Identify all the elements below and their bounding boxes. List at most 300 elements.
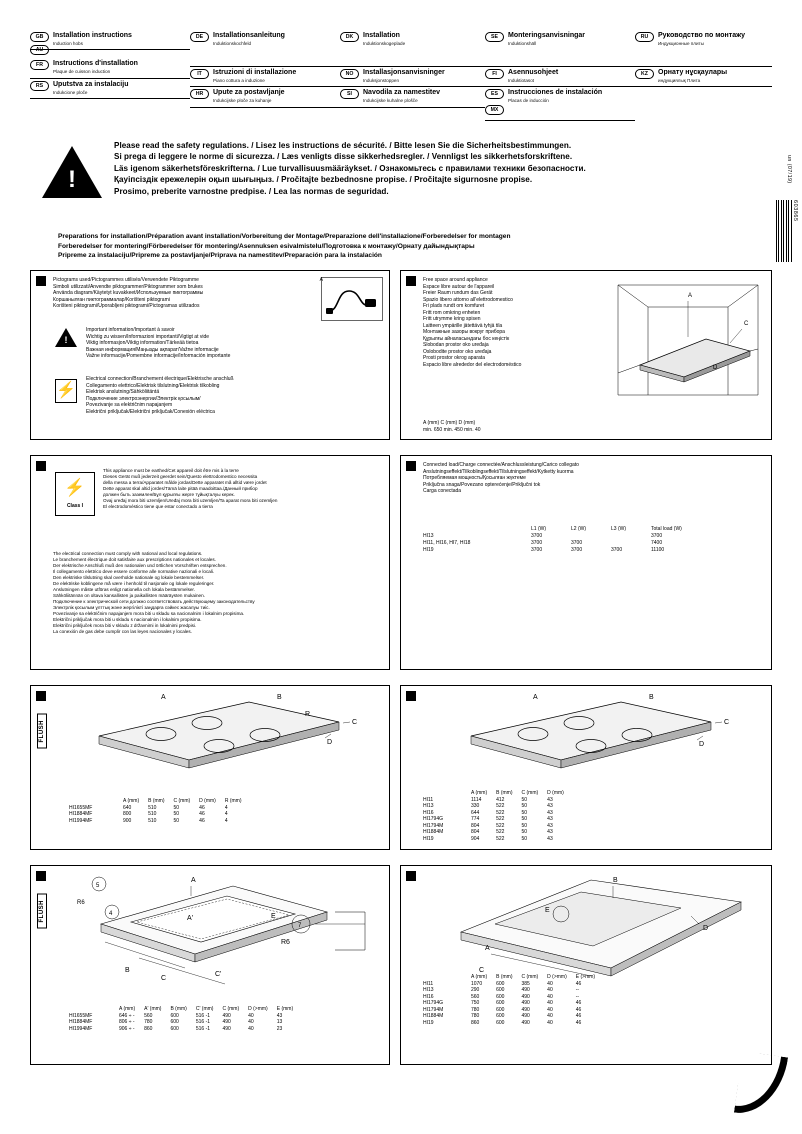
cell: 510 xyxy=(148,804,157,811)
column-header: B (mm) xyxy=(496,974,513,980)
text-line: De elektriske koblingene må være i henhold til nasjonale og lokale reguleringer. xyxy=(53,580,215,586)
cell: 600 xyxy=(170,1025,179,1032)
cell: 522 xyxy=(496,803,505,809)
panel-marker xyxy=(406,691,416,701)
svg-text:7: 7 xyxy=(298,923,302,929)
column-header: Total load (W) xyxy=(651,526,682,532)
warning-line: Si prega di leggere le norme di sicurezza. / Læs venligts disse sikkerhedsregler. / Vennligst les sikkerhetsforskriftene. xyxy=(114,152,573,162)
cell: 46 xyxy=(575,1019,582,1026)
text-line: Den elektriske tilslutning skal overholde nationale og lokale bestemmelser. xyxy=(53,574,205,580)
column-header: A' (mm) xyxy=(144,1006,162,1012)
cell: 600 xyxy=(496,1013,505,1019)
text-line: The electrical connection must comply with national and local regulations. xyxy=(53,551,203,556)
svg-text:A': A' xyxy=(187,915,194,922)
panel-marker xyxy=(36,276,46,286)
cell: 4 xyxy=(224,817,228,824)
language-code: RU xyxy=(635,32,654,42)
text-line: della messa a terra/Apparatet målde jordas/Dette apparatet må alltid være jordet xyxy=(103,479,267,485)
cell: 50 xyxy=(521,809,528,816)
language-subtitle: Induktionshäll xyxy=(508,40,537,46)
preparations-line: Forberedelser for montering/Förberedelser för montering/Asennuksen esivalmistelu/Подготовка к монтажу/Орнату дайындықтары xyxy=(58,242,475,250)
free-space-diagram xyxy=(610,277,765,412)
text-line: Connected load/Charge connectée/Anschlussleistung/Carico collegato xyxy=(423,462,579,468)
svg-text:B: B xyxy=(277,694,282,701)
cell: HI19 xyxy=(423,835,434,842)
cell: 46 xyxy=(575,1000,582,1006)
cell: HI11 xyxy=(423,796,434,803)
column-header: B (mm) xyxy=(148,798,165,804)
text-line: должен быть заземлен/Бұл құрылғы жерге тұйықталуы керек. xyxy=(103,491,235,497)
text-line: Коршанылған пиктограммалар/Korišteni piktogrami xyxy=(53,296,170,303)
class-label: Class I xyxy=(66,503,84,509)
cell: 50 xyxy=(521,829,528,835)
text-line: Korišteni piktogrami/Uporabljeni piktogrami/Pictogramas utilizados xyxy=(53,303,200,309)
text-line: Құрылғы айналасындағы бос кеңістік xyxy=(423,335,510,342)
language-title: Navodila za namestitev xyxy=(363,89,441,97)
text-line: Dette apparat skal altid jordes/Tämä laite pitää maadoittaa./Данный прибор xyxy=(103,485,258,491)
text-line: Priključna snaga/Povezano opterećenje/Priključni tok xyxy=(423,481,541,488)
language-column-1 xyxy=(30,30,190,121)
column-header: E (>mm) xyxy=(575,974,596,980)
cell: -- xyxy=(575,993,580,1000)
text-line: Simboli utilizzati/Anvendte piktogrammer/Piktogrammer som brukes xyxy=(53,283,203,290)
cell: 490 xyxy=(521,987,530,993)
text-line: Använda diagram/Käytetyt kuvakkeet/Используемые пиктограммы xyxy=(53,290,204,296)
cell: 490 xyxy=(222,1025,231,1032)
flush-label: FLUSH xyxy=(37,894,47,929)
column-header: C (mm) xyxy=(521,790,539,796)
text-line: El electrodoméstico tiene que estar conectado a tierra xyxy=(103,503,213,509)
language-title: Instrucciones de instalación xyxy=(508,89,603,97)
cell: 43 xyxy=(547,835,553,842)
warning-line: Läs igenom säkerhetsföreskrifterna. / Lue turvallisuusmääräykset. / Ознакомьтесь с правилами техники безопасности. xyxy=(114,163,586,173)
cell: HI11, HI16, HI7, HI18 xyxy=(423,540,471,546)
text-line: Fri plads rundt om komfuret xyxy=(423,303,485,309)
cell: HI1794M xyxy=(423,1006,444,1013)
svg-text:5: 5 xyxy=(96,883,100,889)
cell: 40 xyxy=(248,1019,254,1025)
cell: 804 xyxy=(471,829,480,835)
svg-text:R6: R6 xyxy=(77,900,85,906)
language-entry xyxy=(190,87,340,107)
table-row xyxy=(69,818,251,825)
language-title: Istruzioni di installazione xyxy=(213,69,297,76)
panel-free-space xyxy=(400,270,772,440)
cutout-right-table xyxy=(423,790,573,842)
cell: 600 xyxy=(496,1019,505,1026)
table-row xyxy=(423,547,692,554)
free-space-dimensions xyxy=(423,420,481,433)
cell: 516 -1 xyxy=(195,1012,211,1019)
cell: 46 xyxy=(199,804,205,811)
column-header: A (mm) xyxy=(471,790,488,796)
table-row xyxy=(69,1026,302,1033)
cell: 412 xyxy=(496,796,505,803)
cell: 522 xyxy=(496,822,505,829)
svg-text:B: B xyxy=(125,967,130,974)
text-line: Il collegamento elettrico deve essere conforme alle normative nazionali e locali. xyxy=(53,568,215,574)
language-entry xyxy=(30,31,190,58)
language-code: DE xyxy=(190,32,209,42)
pictogram-heading xyxy=(53,277,303,310)
warning-line: Қауіпсіздік ережелерін оқып шығыңыз. / Pročitajte bezbednosne propise. / Pročitajte sigurnosne propise. xyxy=(114,175,533,185)
cell: HI19 xyxy=(423,1019,434,1026)
language-code: HR xyxy=(190,89,209,99)
column-header: L3 (W) xyxy=(611,526,626,532)
cell: 11100 xyxy=(651,547,665,553)
cell: 43 xyxy=(547,822,553,829)
earthing-text xyxy=(103,468,383,510)
language-entry xyxy=(485,103,635,121)
language-subtitle: Indukcione ploče xyxy=(53,89,88,95)
cell: 290 xyxy=(471,987,480,993)
text-line: Anslutningseffekt/Tilkoblingseffekt/Tilslutningseffekt/Kytketty kuorma xyxy=(423,468,574,475)
cell: 50 xyxy=(173,811,180,817)
cell: HI1794M xyxy=(423,822,444,829)
language-subtitle: индукциялық Плита xyxy=(658,77,701,83)
cell: 3700 xyxy=(611,547,623,553)
cell: 490 xyxy=(521,1000,530,1006)
language-subtitle: Индукционные плиты xyxy=(658,40,704,46)
cell: 3700 xyxy=(531,540,543,546)
language-subtitle: Induktiotasot xyxy=(508,77,535,83)
warning-line: Prosimo, preberite varnostne predpise. / Lea las normas de seguridad. xyxy=(114,186,389,196)
language-code: SI xyxy=(340,89,359,99)
svg-text:A: A xyxy=(533,694,538,701)
cell: 780 xyxy=(471,1013,480,1019)
cell: 43 xyxy=(547,796,553,803)
text-line: Električni priključek mora biti v skladu z državnimi in lokalnimi predpisi. xyxy=(53,622,197,628)
language-column-3 xyxy=(340,30,485,121)
cell: 516 -1 xyxy=(195,1019,211,1025)
cell: 860 xyxy=(471,1019,480,1026)
cell: 50 xyxy=(173,804,180,811)
cell: HI19 xyxy=(423,547,434,553)
cord-label: A xyxy=(319,277,323,283)
svg-text:A: A xyxy=(485,945,490,952)
cell: 50 xyxy=(521,816,528,822)
cell: HI1655MF xyxy=(69,804,93,811)
column-header: C (mm) xyxy=(173,798,191,804)
svg-text:A: A xyxy=(161,694,166,701)
text-line: Fritt rom omkring enheten xyxy=(423,309,481,316)
cell: 600 xyxy=(496,980,505,987)
panel-flush-right xyxy=(400,865,772,1065)
column-header: L2 (W) xyxy=(571,526,586,532)
language-subtitle: Plaque de cuisson induction xyxy=(53,69,111,75)
text-line: Oslobodite prostor oko uređaja xyxy=(423,348,492,355)
cell: HI11 xyxy=(423,980,434,987)
cutout-left-table xyxy=(69,798,251,824)
flush-right-table xyxy=(423,974,604,1026)
cell: 46 xyxy=(199,811,205,817)
cell: 490 xyxy=(222,1019,231,1025)
text-line: Električni priključak mora biti u skladu s nacionalnim i lokalnim propisima. xyxy=(53,616,202,622)
text-line: Espace libre autour de l'appareil xyxy=(423,283,495,290)
svg-text:A: A xyxy=(688,293,693,299)
safety-warning xyxy=(42,140,742,198)
cell: 510 xyxy=(148,811,157,817)
dimension-values: min. 650 min. 450 min. 40 xyxy=(423,426,481,433)
cell: 3700 xyxy=(651,533,663,539)
cell: 1114 xyxy=(471,796,482,803)
language-title: Installasjonsanvisninger xyxy=(363,69,445,76)
cell: 522 xyxy=(496,829,505,835)
text-line: Важная информация/Маңызды ақпарат/Važne informacije xyxy=(86,346,219,353)
language-title: Installationsanleitung xyxy=(213,32,285,39)
language-column-2 xyxy=(190,30,340,121)
cell: 800 xyxy=(123,811,132,817)
table-row xyxy=(423,533,692,540)
language-entry xyxy=(485,30,635,67)
preparations-line: Preparations for installation/Préparation avant installation/Vorbereitung der Montage/Preparazione dell'installazione/Forberedelser for montagen xyxy=(58,233,511,240)
cell: 40 xyxy=(547,1006,553,1013)
text-line: Wichtig zu wissen/Informazioni importanti/Vigtigt at vide xyxy=(86,333,210,340)
cell: 490 xyxy=(521,1019,530,1026)
svg-text:C': C' xyxy=(215,971,222,978)
svg-text:D: D xyxy=(703,925,709,932)
cell: 640 xyxy=(123,804,132,811)
language-subtitle: Piano cottura a induzione xyxy=(213,77,265,83)
language-header xyxy=(30,30,772,121)
svg-text:C: C xyxy=(724,719,730,726)
text-line: Fritt utrymme kring spisen xyxy=(423,316,481,322)
cell: HI1994MF xyxy=(69,817,93,824)
text-line: Pictograms used/Pictogrammes utilisés/Verwendete Piktogramme xyxy=(53,277,199,283)
free-space-text xyxy=(423,277,623,368)
text-line: Le branchement électrique doit satisfaire aux prescriptions nationales et locales. xyxy=(53,556,216,562)
cell: HI1655MF xyxy=(69,1012,93,1019)
panel-marker xyxy=(406,276,416,286)
text-line: Prosti prostor okrog aparata xyxy=(423,355,485,361)
cell: 40 xyxy=(547,1019,553,1026)
cell: 490 xyxy=(521,1013,530,1019)
cell: 3700 xyxy=(571,540,583,546)
language-entry xyxy=(30,58,190,78)
cell: 40 xyxy=(547,1013,553,1019)
column-header: B (mm) xyxy=(170,1006,187,1012)
column-header: B (mm) xyxy=(496,790,513,796)
cell: 516 -1 xyxy=(195,1025,211,1032)
cell: 906 ÷ - xyxy=(119,1025,135,1032)
cell: 600 xyxy=(496,993,505,1000)
cell: 600 xyxy=(496,1006,505,1013)
dimension-header: A (mm) C (mm) D (mm) xyxy=(423,420,476,426)
cell: 13 xyxy=(276,1019,283,1025)
cell: 40 xyxy=(547,980,553,987)
cell: HI1794G xyxy=(423,1000,444,1006)
cell: 644 xyxy=(471,809,480,816)
column-header: R (mm) xyxy=(224,798,242,804)
cell: 23 xyxy=(276,1025,283,1032)
language-title: Орнату нұсқаулары xyxy=(658,69,728,76)
preparations-heading xyxy=(58,232,758,261)
text-line: Sähköliitännän on oltava kansallisten ja paikallisten määräysten mukainen. xyxy=(53,592,205,598)
text-line: Подключение электроэнергии/Электрік қосылым/ xyxy=(86,395,201,402)
electrical-connection-text xyxy=(86,376,381,415)
revision-code: un (07/19) xyxy=(786,155,792,184)
flush-right-diagram xyxy=(441,872,761,982)
cutout-right-diagram xyxy=(441,694,751,794)
cell: 900 xyxy=(123,817,132,824)
cell: 43 xyxy=(276,1012,283,1019)
text-line: Collegamento elettrico/Elektrisk tilslutning/Elektrisk tilkobling xyxy=(86,382,220,389)
text-line: Потребляемая мощность/Қосылған жүктеме xyxy=(423,475,526,481)
column-header: D (mm) xyxy=(547,790,564,796)
language-subtitle: Indukcijske kuhalne plošče xyxy=(363,98,418,104)
language-entry xyxy=(635,30,772,67)
table-row xyxy=(423,540,692,547)
cell: 40 xyxy=(547,1000,553,1006)
text-line: Električni priključak/Električni priključak/Conexión eléctrica xyxy=(86,408,215,415)
svg-text:C: C xyxy=(352,719,358,726)
language-subtitle: Indukcijske ploče za kuhanje xyxy=(213,98,272,104)
cell: 46 xyxy=(199,817,205,824)
cell: 40 xyxy=(547,987,553,993)
barcode xyxy=(776,200,792,262)
language-subtitle: Induktionskochfeld xyxy=(213,40,252,46)
text-line: Važne informacije/Pomembne informacije/Información importante xyxy=(86,353,231,359)
svg-text:E: E xyxy=(271,913,276,920)
language-entry xyxy=(635,67,772,87)
cell: HI16 xyxy=(423,809,434,816)
cell: 522 xyxy=(496,816,505,822)
cell: 600 xyxy=(496,1000,505,1006)
cutout-left-diagram xyxy=(69,694,369,794)
text-line: Important information/Important à savoir xyxy=(86,327,175,333)
column-header: D (>mm) xyxy=(547,974,567,980)
cell: 4 xyxy=(224,804,228,811)
cell: HI1884M xyxy=(423,829,444,835)
cell: 522 xyxy=(496,835,505,842)
cell: 50 xyxy=(521,796,528,803)
cell: 490 xyxy=(521,1006,530,1013)
cell: 904 xyxy=(471,835,480,842)
text-line: Ovaj uređaj mora biti uzemljen/Uređaj mora biti uzemljen/Ta aparat mora biti ozemljen xyxy=(103,497,278,503)
cell: -- xyxy=(575,987,580,993)
cell: 40 xyxy=(547,993,553,1000)
cell xyxy=(611,533,651,540)
cell: 1070 xyxy=(471,980,483,987)
cell: 560 xyxy=(144,1012,153,1019)
flush-label: FLUSH xyxy=(37,714,47,749)
cell: 3700 xyxy=(571,547,583,553)
panel-marker xyxy=(36,871,46,881)
cell: 7400 xyxy=(651,540,663,546)
text-line: Freier Raum rundum das Gerät xyxy=(423,290,493,296)
cell: 46 xyxy=(575,980,582,987)
cell: 40 xyxy=(248,1012,254,1019)
text-line: Viktig informasjon/Viktig information/Tärkeää tietoa xyxy=(86,340,199,346)
cell: 43 xyxy=(547,829,553,835)
language-column-4 xyxy=(485,30,635,121)
svg-text:E: E xyxy=(545,907,550,914)
column-header: E (mm) xyxy=(276,1006,294,1012)
cell: 600 xyxy=(170,1019,179,1025)
panel-cutout-right xyxy=(400,685,772,850)
svg-text:B: B xyxy=(613,877,618,884)
cell: HI1884MF xyxy=(69,811,93,817)
text-line: This appliance must be earthed/Cet appareil doit être mis à la terre xyxy=(103,468,239,473)
language-entry xyxy=(190,30,340,67)
cell: 774 xyxy=(471,816,480,822)
language-subtitle: Induksjonstoppen xyxy=(363,77,400,83)
cell: 330 xyxy=(471,803,480,809)
svg-text:R: R xyxy=(305,711,311,718)
cell: 43 xyxy=(547,809,553,816)
svg-text:C: C xyxy=(161,975,167,982)
language-title: Instructions d'installation xyxy=(53,60,138,68)
language-entry xyxy=(340,30,485,67)
barcode-number: 603865 xyxy=(792,200,798,222)
language-code: DK xyxy=(340,32,359,42)
language-subtitle: Placas de inducción xyxy=(508,98,549,104)
cell: 780 xyxy=(471,1006,480,1013)
cell: 50 xyxy=(521,803,528,809)
text-line: Slobodan prostor oko uređaja xyxy=(423,342,489,348)
panel-connected-load xyxy=(400,455,772,670)
language-entry xyxy=(190,67,340,87)
language-title: Monteringsanvisningar xyxy=(508,32,586,39)
cell: HI1884MF xyxy=(69,1019,93,1025)
lightning-bolt-icon: ⚡ xyxy=(55,379,77,403)
connected-load-table xyxy=(423,526,692,554)
panel-flush-left xyxy=(30,865,390,1065)
connected-load-text xyxy=(423,462,753,495)
panel-earthing xyxy=(30,455,390,670)
cell: 600 xyxy=(170,1012,179,1019)
svg-text:R6: R6 xyxy=(281,939,290,946)
important-info-text xyxy=(86,327,381,360)
warning-text xyxy=(114,140,586,197)
cell: 806 ÷ - xyxy=(119,1019,135,1025)
cell: 50 xyxy=(521,835,528,842)
cell: 804 xyxy=(471,822,480,829)
class-one-icon xyxy=(55,472,95,516)
text-line: Подключение к электрической сети должно соответствовать действующему законодательству xyxy=(53,598,255,604)
language-title: Installation instructions xyxy=(53,32,132,39)
svg-text:D: D xyxy=(713,365,718,371)
panel-marker xyxy=(36,691,46,701)
cell: 3700 xyxy=(531,533,543,539)
text-line: Elektrisk anslutning/Sähköliitäntä xyxy=(86,389,160,395)
text-line: Электрлік қосылым ұлттық және жергілікті заңдарға сәйкес жасалуы тиіс. xyxy=(53,604,210,610)
warning-triangle-icon xyxy=(42,146,102,198)
brand-swoosh-logo xyxy=(734,1051,788,1119)
cell: HI13 xyxy=(423,803,434,809)
cell: HI1884M xyxy=(423,1013,444,1019)
panel-cutout-left xyxy=(30,685,390,850)
cell: 600 xyxy=(496,987,505,993)
cell: 780 xyxy=(144,1019,153,1025)
cell: 43 xyxy=(547,803,553,809)
language-code: FI xyxy=(485,69,504,79)
cell: 490 xyxy=(222,1012,231,1019)
text-line: Dieses Gerät muß jederzeit geerdet sein/Questo elettrodomestico necessita xyxy=(103,473,258,479)
cell: 510 xyxy=(148,817,157,824)
cell: 43 xyxy=(547,816,553,822)
language-code: AU xyxy=(30,45,49,55)
cell: HI16 xyxy=(423,993,434,1000)
language-code: IT xyxy=(190,69,209,79)
flush-left-diagram xyxy=(65,872,380,992)
language-code: GB xyxy=(30,32,49,42)
language-entry xyxy=(340,87,485,107)
column-header: D (mm) xyxy=(199,798,216,804)
cell: 646 ÷ - xyxy=(119,1012,135,1019)
language-subtitle: Induction hobs xyxy=(53,40,83,46)
language-title: Uputstva za instalaciju xyxy=(53,80,129,88)
